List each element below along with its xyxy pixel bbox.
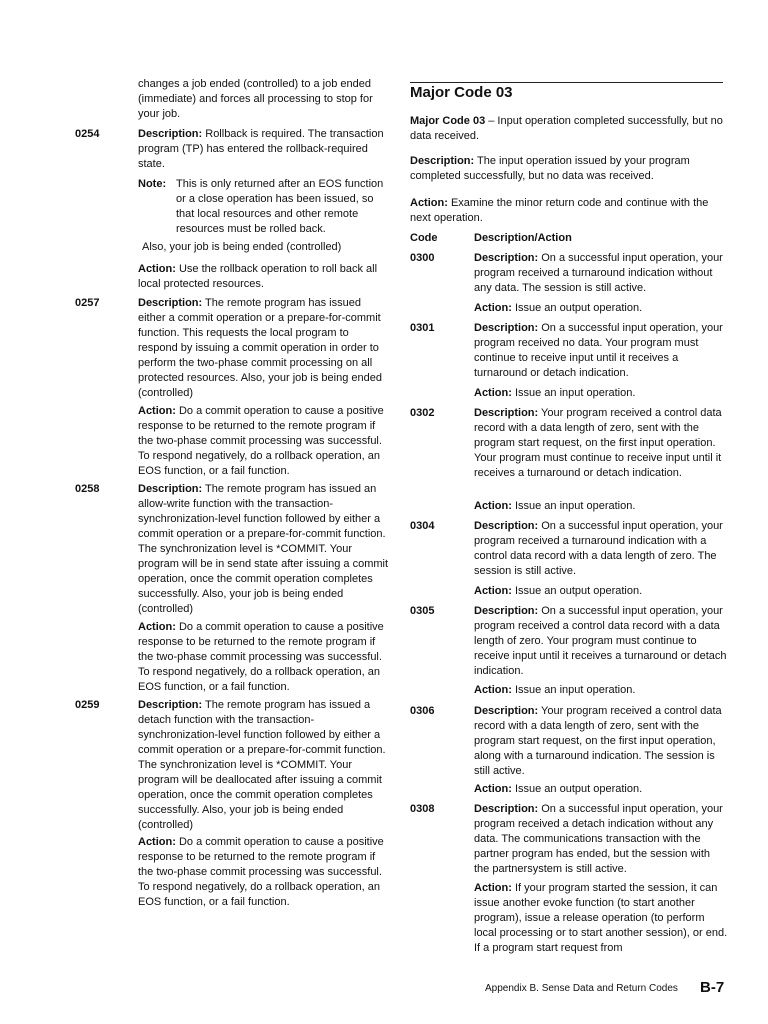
action-0257: Action: Do a commit operation to cause a positive response to be returned to the remote program if the two-phase commit processing was successful. To respond negatively, do a rollback operation, an EOS function, or a fail function. [138, 405, 384, 477]
action-0259: Action: Do a commit operation to cause a positive response to be returned to the remote program if the two-phase commit processing was successful. To respond negatively, do a rollback operation, an EOS function, or a fail function. [138, 836, 384, 908]
page-number: B-7 [700, 979, 725, 996]
description-0300: Description: On a successful input operation, your program received a turnaround indication without any data. The session is still active. [474, 252, 723, 294]
description-0304: Description: On a successful input operation, your program received a turnaround indication with a control data record with a data length of zero. The session is still active. [474, 520, 723, 577]
code-0257: 0257 [75, 297, 100, 309]
description-0308: Description: On a successful input operation, your program received a detach indication without any data. The communications transaction with the partner program has ended, but the session with the partnersystem is still active. [474, 803, 723, 875]
action-0302: Action: Issue an input operation. [474, 500, 636, 512]
note-0254: This is only returned after an EOS function or a close operation has been issued, so that local resources and other remote resources must be rolled back. [176, 178, 384, 235]
code-0302: 0302 [410, 407, 435, 419]
action-0305: Action: Issue an input operation. [474, 684, 636, 696]
action-0300: Action: Issue an output operation. [474, 302, 643, 314]
action-0258: Action: Do a commit operation to cause a positive response to be returned to the remote program if the two-phase commit processing was successful. To respond negatively, do a rollback operation, an EOS function, or a fail function. [138, 621, 384, 693]
also-0254: Also, your job is being ended (controlled) [142, 241, 342, 253]
description-0254: Description: Rollback is required. The transaction program (TP) has entered the rollback-required state. [138, 128, 384, 170]
action-0254: Action: Use the rollback operation to roll back all local protected resources. [138, 263, 378, 290]
section-title: Major Code 03 [410, 84, 513, 101]
major-code-summary: Major Code 03 – Input operation completed successfully, but no data received. [410, 115, 723, 142]
column-header-code: Code [410, 232, 438, 244]
major-code-description: Description: The input operation issued by your program completed successfully, but no data was received. [410, 155, 690, 182]
code-0306: 0306 [410, 705, 435, 717]
code-0301: 0301 [410, 322, 435, 334]
description-0302: Description: Your program received a control data record with a data length of zero, sent with the program start request, on the first input operation. Your program must continue to receive input until it receives a turnaround or detach indication. [474, 407, 722, 479]
code-0259: 0259 [75, 699, 100, 711]
note-label: Note: [138, 178, 167, 190]
code-0254: 0254 [75, 128, 100, 140]
action-0301: Action: Issue an input operation. [474, 387, 636, 399]
intro-paragraph: changes a job ended (controlled) to a job ended (immediate) and forces all processing to stop for your job. [138, 78, 373, 120]
code-0258: 0258 [75, 483, 100, 495]
description-0301: Description: On a successful input operation, your program received no data. Your program must continue to receive input until it receives a turnaround or detach indication. [474, 322, 723, 379]
action-0308: Action: If your program started the session, it can issue another evoke function (to start another program), issue a release operation (to perform local processing or to start another session), or end. If a program start request from [474, 882, 728, 954]
description-0257: Description: The remote program has issued either a commit operation or a prepare-for-commit function. This requests the local program to respond by issuing a commit operation in order to perform the two-phase commit processing on all protected resources. Also, your job is being ended (controlled) [138, 297, 382, 399]
code-0300: 0300 [410, 252, 435, 264]
section-rule [410, 82, 723, 83]
action-0304: Action: Issue an output operation. [474, 585, 643, 597]
code-0305: 0305 [410, 605, 435, 617]
description-0259: Description: The remote program has issued a detach function with the transaction-synchronization-level function followed by either a commit operation or a prepare-for-commit function. The synchronization level is *COMMIT. Your program will be deallocated after issuing a commit operation, once the commit operation completes successfully. Also, your job is being ended (controlled) [138, 699, 386, 831]
code-0304: 0304 [410, 520, 435, 532]
major-code-action: Action: Examine the minor return code and continue with the next operation. [410, 197, 709, 224]
description-0305: Description: On a successful input operation, your program received a control data record with a data length of zero. Your program must continue to receive input until it receives a turnaround or detach indication. [474, 605, 727, 677]
footer-caption: Appendix B. Sense Data and Return Codes [485, 983, 678, 994]
code-0308: 0308 [410, 803, 435, 815]
action-0306: Action: Issue an output operation. [474, 783, 643, 795]
column-header-description: Description/Action [474, 232, 572, 244]
description-0306: Description: Your program received a control data record with a data length of zero, sent with the program start request, on the first input operation, along with a turnaround indication. The session is still active. [474, 705, 722, 777]
description-0258: Description: The remote program has issued an allow-write function with the transaction-synchronization-level function followed by either a commit operation or a prepare-for-commit function. The synchronization level is *COMMIT. Your program will be in send state after issuing a commit operation, once the commit operation completes successfully. Also, your job is being ended (controlled) [138, 483, 389, 615]
